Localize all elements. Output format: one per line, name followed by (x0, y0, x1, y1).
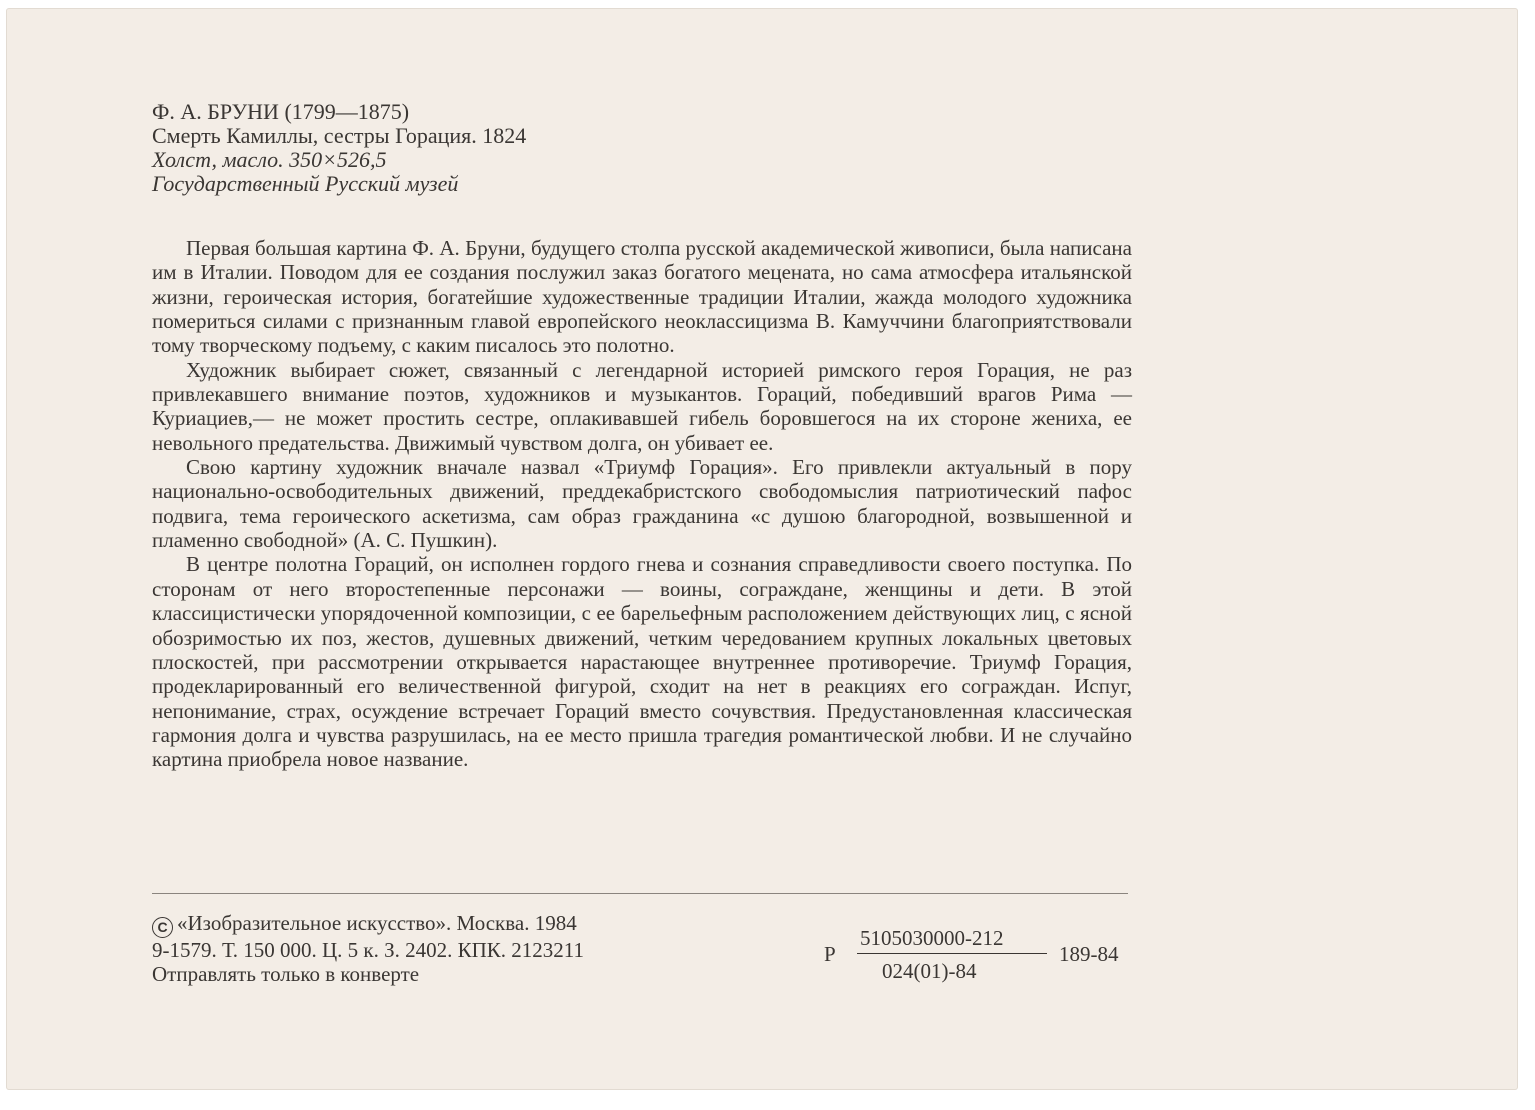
paragraph-3: Свою картину художник вначале назвал «Триумф Горация». Его привлекли актуальный в пору национально-освободительных движений, преддекабристского свободомыслия патриотический пафос подвига, тема героического аскетизма, сам образ гражданина «с душою благородной, возвышенной и пламенно свободной» (А. С. Пушкин). (152, 455, 1132, 553)
publisher-line (152, 911, 584, 938)
divider-line (152, 893, 1128, 894)
artwork-medium: Холст, масло. 350×526,5 (152, 147, 387, 172)
postcard-back (6, 8, 1518, 1090)
index-denominator: 024(01)-84 (882, 959, 977, 983)
paragraph-4: В центре полотна Гораций, он исполнен гордого гнева и сознания справедливости своего поступка. По сторонам от него второстепенные персонажи — воины, сограждане, женщины и дети. В этой классицистически упорядоченной композиции, с ее барельефным расположением действующих лиц, с ясной обозримостью их поз, жестов, душевных движений, четким чередованием крупных локальных цветовых плоскостей, при рассмотрении открывается нарастающее внутреннее противоречие. Триумф Горация, продекларированный его величественной фигурой, сходит на нет в реакциях его сограждан. Испуг, непонимание, страх, осуждение встречает Гораций вместо сочувствия. Предустановленная классическая гармония долга и чувства разрушилась, на ее место пришла трагедия романтической любви. И не случайно картина приобрела новое название. (152, 552, 1132, 772)
index-letter: Р (824, 942, 836, 966)
index-numerator: 5105030000-212 (860, 926, 1004, 950)
copyright-icon: С (152, 917, 173, 938)
index-suffix: 189-84 (1059, 942, 1119, 966)
artwork-caption (152, 100, 526, 196)
author-line: Ф. А. БРУНИ (1799—1875) (152, 99, 410, 124)
artwork-title: Смерть Камиллы, сестры Горация. 1824 (152, 123, 527, 148)
paragraph-2: Художник выбирает сюжет, связанный с легендарной историей римского героя Горация, не раз привлекавшего внимание поэтов, художников и музыкантов. Гораций, победивший врагов Рима — Куриациев,— не может простить сестре, оплакивавшей гибель боровшегося на их стороне жениха, ее невольного предательства. Движимый чувством долга, он убивает ее. (152, 357, 1132, 455)
publisher-imprint (152, 911, 584, 986)
museum-name: Государственный Русский музей (152, 171, 459, 196)
fraction-line (857, 953, 1047, 954)
paragraph-1: Первая большая картина Ф. А. Бруни, будущего столпа русской академической живописи, была написана им в Италии. Поводом для ее создания послужил заказ богатого мецената, но сама атмосфера итальянской жизни, героическая история, богатейшие художественные традиции Италии, жажда молодого художника помериться силами с признанным главой европейского неоклассицизма В. Камуччини благоприятствовали тому творческому подъему, с каким писалось это полотно. (152, 236, 1132, 358)
mailing-note: Отправлять только в конверте (152, 962, 420, 986)
print-run-line: 9-1579. Т. 150 000. Ц. 5 к. З. 2402. КПК. 2123211 (152, 938, 585, 962)
catalog-index-code (824, 926, 1134, 986)
description-text (152, 236, 1132, 772)
publisher-name: «Изобразительное искусство». Москва. 1984 (177, 911, 577, 935)
